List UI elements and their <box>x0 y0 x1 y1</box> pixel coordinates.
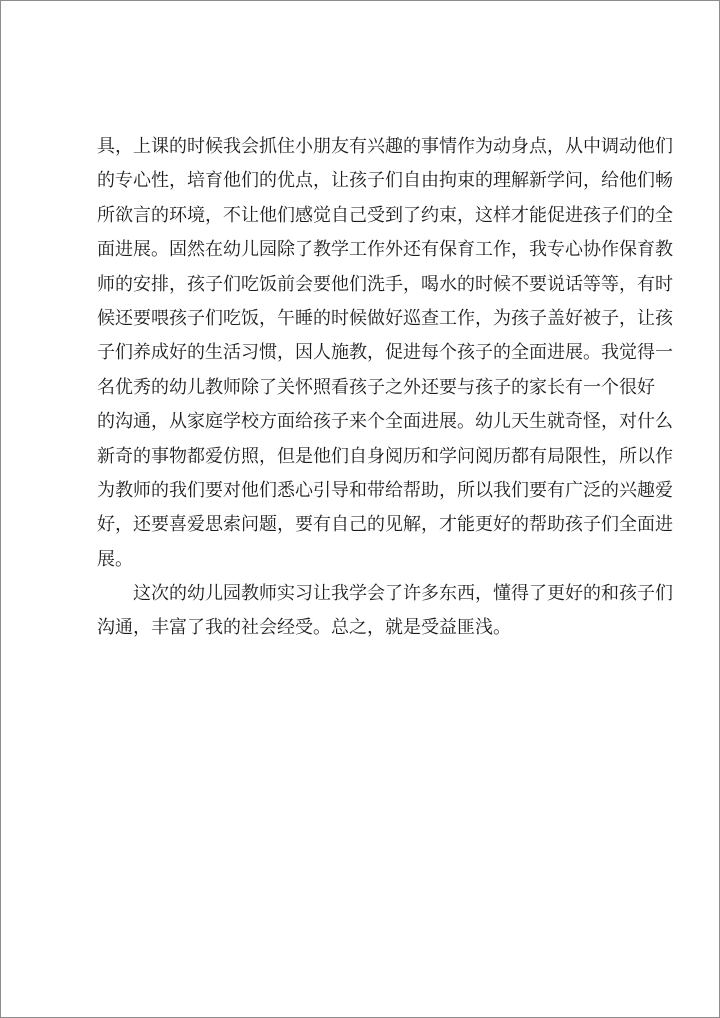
text-line: 的专心性，培育他们的优点，让孩子们自由拘束的理解新学问，给他们畅 <box>97 170 673 192</box>
text-line: 沟通，丰富了我的社会经受。总之，就是受益匪浅。 <box>97 617 511 639</box>
text-line: 所欲言的环境，不让他们感觉自己受到了约束，这样才能促进孩子们的全 <box>97 204 673 226</box>
text-line: 为教师的我们要对他们悉心引导和带给帮助，所以我们要有广泛的兴趣爱 <box>97 479 673 501</box>
text-line: 的沟通，从家庭学校方面给孩子来个全面进展。幼儿天生就奇怪，对什么 <box>97 411 673 433</box>
text-line: 具，上课的时候我会抓住小朋友有兴趣的事情作为动身点，从中调动他们 <box>97 136 673 157</box>
document-body <box>97 133 673 649</box>
text-line: 展。 <box>97 548 133 570</box>
text-line: 子们养成好的生活习惯，因人施教，促进每个孩子的全面进展。我觉得一 <box>97 342 673 364</box>
text-line: 好，还要喜爱思索问题，要有自己的见解，才能更好的帮助孩子们全面进 <box>97 514 673 536</box>
text-line: 新奇的事物都爱仿照，但是他们自身阅历和学问阅历都有局限性，所以作 <box>97 445 673 467</box>
text-line: 师的安排，孩子们吃饭前会要他们洗手，喝水的时候不要说话等等，有时 <box>97 273 673 295</box>
text-line: 这次的幼儿园教师实习让我学会了许多东西，懂得了更好的和孩子们 <box>133 583 673 605</box>
text-line: 面进展。固然在幼儿园除了教学工作外还有保育工作，我专心协作保育教 <box>97 239 673 261</box>
paragraph-2 <box>97 580 673 649</box>
paragraph-1 <box>97 133 673 580</box>
text-line: 候还要喂孩子们吃饭，午睡的时候做好巡查工作，为孩子盖好被子，让孩 <box>97 307 673 329</box>
text-line: 名优秀的幼儿教师除了关怀照看孩子之外还要与孩子的家长有一个很好 <box>97 376 655 398</box>
